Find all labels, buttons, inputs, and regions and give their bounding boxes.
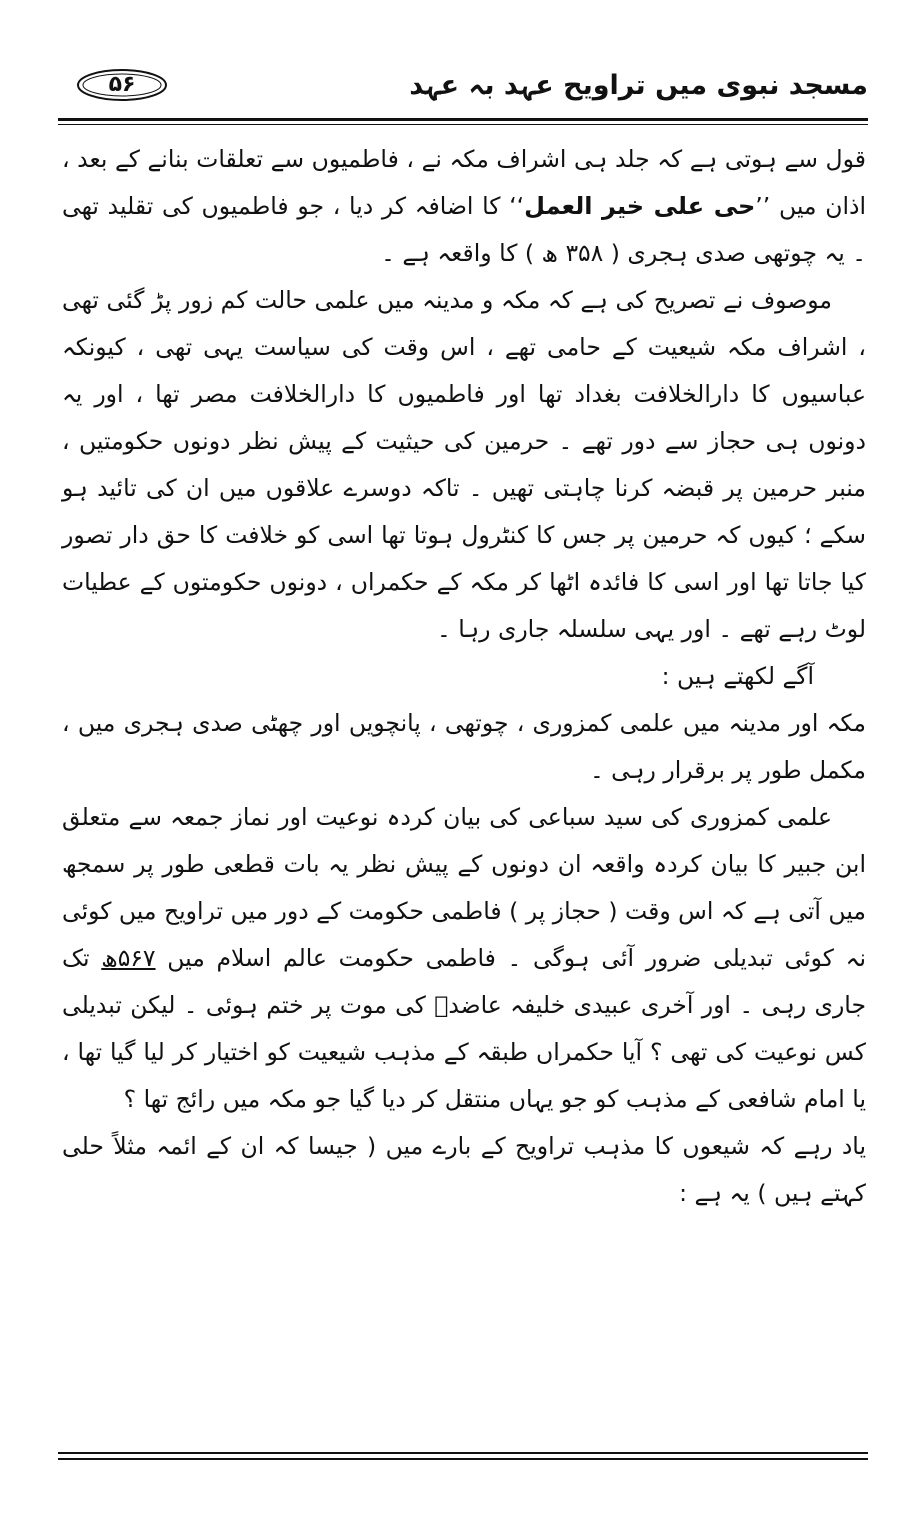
- book-title: مسجد نبوی میں تراویح عہد بہ عہد: [409, 70, 868, 101]
- year-underlined: ۵۶۷ھ: [101, 944, 156, 972]
- quoted-paragraph: مکہ اور مدینہ میں علمی کمزوری ، چوتھی ، پانچویں اور چھٹی صدی ہجری میں ، مکمل طور پر برقرار رہی ۔: [62, 709, 866, 784]
- header-rule-thin: [58, 124, 868, 125]
- footer-rule-b: [58, 1458, 868, 1460]
- paragraph-5-text-a: علمی کمزوری کی سید سباعی کی بیان کردہ نوعیت اور نماز جمعہ سے متعلق ابن جبیر کا بیان کردہ واقعہ ان دونوں کے پیش نظر یہ بات قطعی طور پر سمجھ میں آتی ہے کہ اس وقت ( حجاز پر ) فاطمی حکومت کے دور میں تراویح میں کوئی نہ کوئی تبدیلی ضرور آئی ہوگی ۔ فاطمی حکومت عالم اسلام میں: [61, 803, 866, 972]
- paragraph-1-text-b: ‘‘ کا اضافہ کر دیا ، جو فاطمیوں کی تقلید تھی ۔ یہ چوتھی صدی ہجری ( ۳۵۸ ھ ) کا واقعہ ہے ۔: [62, 192, 866, 267]
- paragraph-6: یاد رہے کہ شیعوں کا مذہب تراویح کے بارے میں ( جیسا کہ ان کے ائمہ مثلاً حلی کہتے ہیں ) یہ ہے :: [62, 1132, 866, 1207]
- quote-intro: آگے لکھتے ہیں :: [661, 662, 814, 690]
- page-number: ۵۶: [108, 72, 136, 97]
- paragraph-2: موصوف نے تصریح کی ہے کہ مکہ و مدینہ میں علمی حالت کم زور پڑ گئی تھی ، اشراف مکہ شیعیت کے حامی تھے ، اس وقت کی سیاست یہی تھی ، کیونکہ عباسیوں کا دارالخلافت بغداد تھا اور فاطمیوں کا دارالخلافت مصر تھا ، اور یہ دونوں ہی حجاز سے دور تھے ۔ حرمین کی حیثیت کے پیش نظر دونوں حکومتیں ، منبر حرمین پر قبضہ کرنا چاہتی تھیں ۔ تاکہ دوسرے علاقوں میں ان کی تائید ہو سکے ؛ کیوں کہ حرمین پر جس کا کنٹرول ہوتا تھا اسی کو خلافت کا حق دار تصور کیا جاتا تھا اور اسی کا فائدہ اٹھا کر مکہ کے حکمراں ، دونوں حکومتوں کے عطیات لوٹ رہے تھے ۔ اور یہی سلسلہ جاری رہا ۔: [62, 286, 866, 643]
- header-rule-thick: [58, 118, 868, 121]
- page-number-badge: [76, 68, 168, 102]
- paragraph-5: [62, 794, 866, 1123]
- paragraph-5-text-b: تک جاری رہی ۔ اور آخری عبیدی خلیفہ عاضدؔ کی موت پر ختم ہوئی ۔ لیکن تبدیلی کس نوعیت کی تھی ؟ آیا حکمراں طبقہ کے مذہب شیعیت کو اختیار کر لیا گیا تھا ، یا امام شافعی کے مذہب کو جو یہاں منتقل کر دیا گیا جو مکہ میں رائج تھا ؟: [62, 944, 866, 1113]
- page-header: [58, 62, 868, 112]
- paragraph-1: [62, 136, 866, 277]
- body-text: [62, 136, 866, 1217]
- paragraph-1-text-a: قول سے ہوتی ہے کہ جلد ہی اشراف مکہ نے ، فاطمیوں سے تعلقات بنانے کے بعد ، اذان میں ’’: [62, 145, 867, 220]
- arabic-phrase: حی علی خیر العمل: [524, 192, 756, 220]
- footer-rule-a: [58, 1452, 868, 1454]
